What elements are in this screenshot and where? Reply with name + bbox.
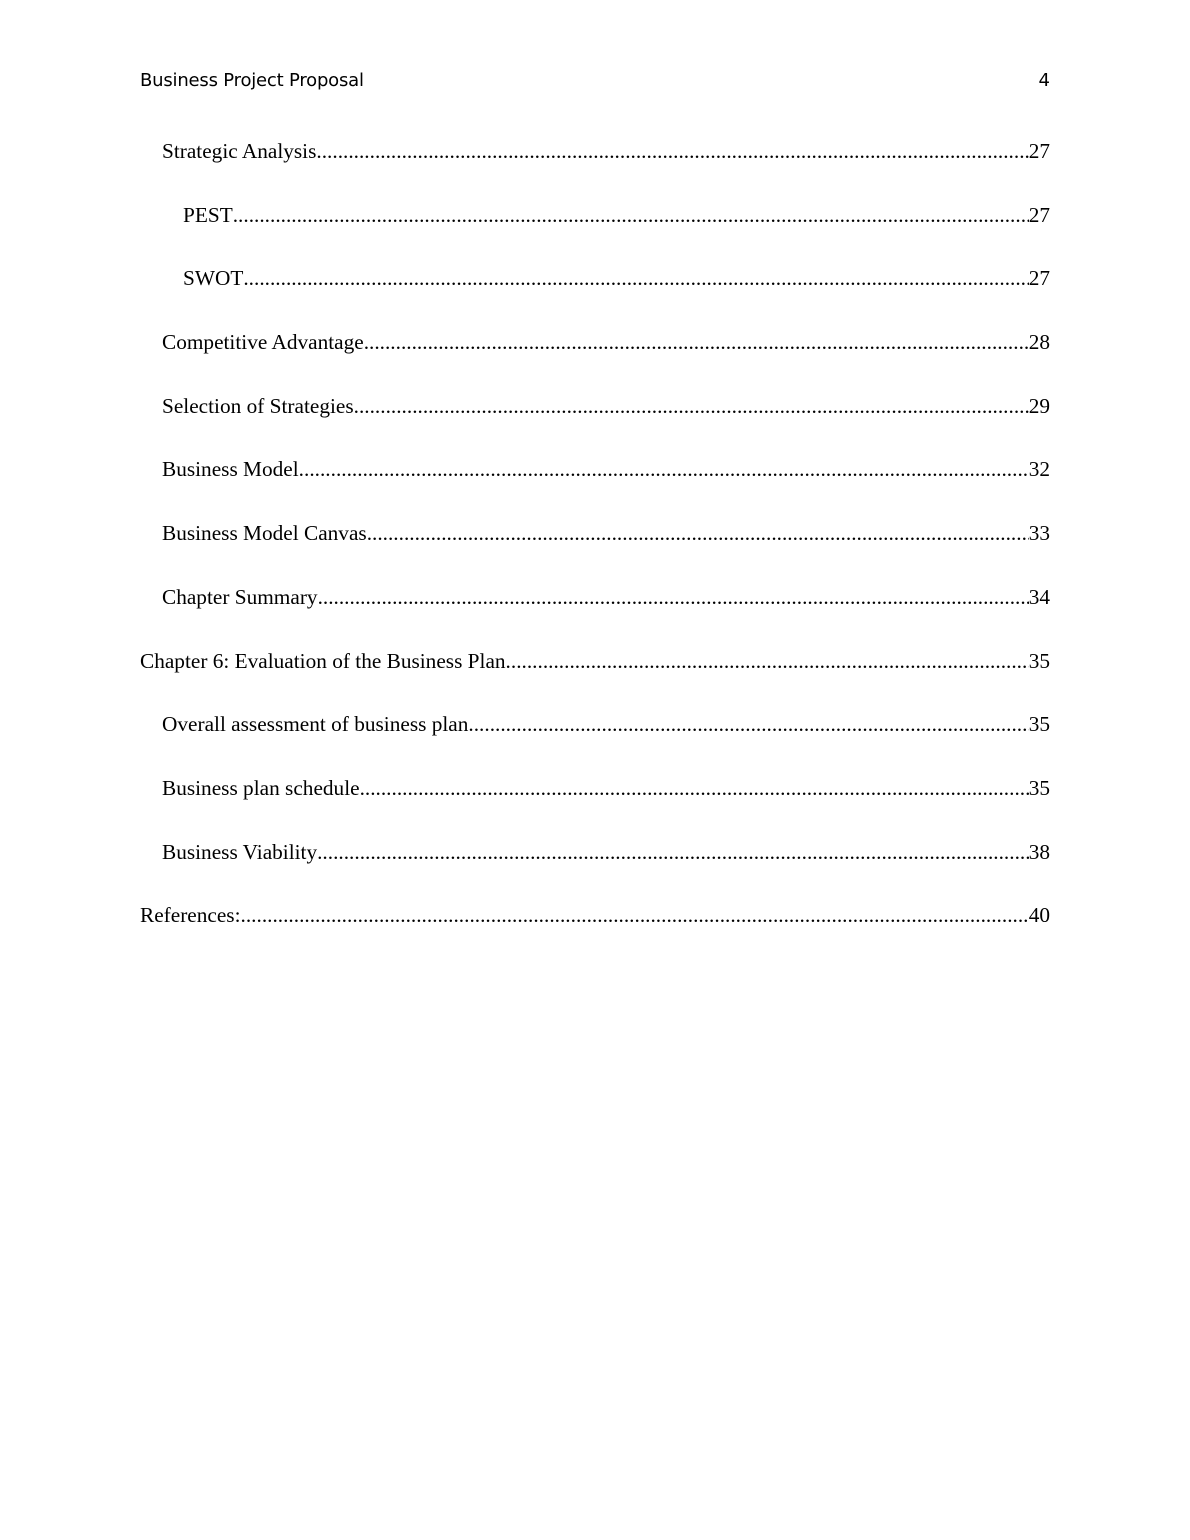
table-of-contents: [140, 139, 1050, 967]
toc-entry-page: 27: [1028, 202, 1050, 227]
toc-entry-title: Business Model Canvas: [162, 521, 367, 546]
toc-entry-title: PEST: [183, 202, 233, 227]
toc-entry-overall-assessment[interactable]: [140, 712, 1050, 776]
toc-entry-page: 32: [1028, 457, 1050, 482]
toc-entry-business-model-canvas[interactable]: [140, 521, 1050, 585]
toc-entry-page: 27: [1028, 139, 1050, 163]
toc-entry-page: 33: [1028, 521, 1050, 546]
toc-dot-leader: [243, 266, 1028, 291]
toc-entry-selection-of-strategies[interactable]: [140, 394, 1050, 458]
toc-dot-leader: [317, 840, 1029, 865]
toc-entry-page: 40: [1028, 903, 1050, 928]
toc-entry-title: Business plan schedule: [162, 775, 360, 800]
toc-entry-chapter-6[interactable]: [140, 649, 1050, 713]
toc-entry-page: 35: [1028, 648, 1050, 673]
toc-dot-leader: [354, 394, 1029, 419]
running-header-title: Business Project Proposal: [140, 70, 364, 91]
toc-entry-title: Strategic Analysis: [162, 139, 317, 163]
toc-entry-chapter-summary[interactable]: [140, 585, 1050, 649]
toc-dot-leader: [364, 330, 1029, 355]
toc-dot-leader: [367, 521, 1029, 546]
toc-dot-leader: [316, 139, 1028, 164]
page-number: 4: [1038, 70, 1050, 91]
toc-entry-title: Competitive Advantage: [162, 330, 364, 355]
toc-dot-leader: [318, 585, 1029, 610]
toc-dot-leader: [241, 903, 1029, 928]
toc-entry-page: 29: [1028, 393, 1050, 418]
page-header: [140, 70, 1050, 98]
toc-entry-business-viability[interactable]: [140, 840, 1050, 904]
toc-entry-title: Overall assessment of business plan: [162, 712, 469, 737]
toc-entry-page: 35: [1028, 712, 1050, 737]
toc-entry-title: Selection of Strategies: [162, 393, 354, 418]
toc-entry-page: 38: [1028, 839, 1050, 864]
toc-dot-leader: [233, 203, 1029, 228]
toc-entry-title: Business Model: [162, 457, 299, 482]
toc-entry-business-model[interactable]: [140, 457, 1050, 521]
toc-entry-title: References:: [140, 903, 241, 928]
toc-entry-references[interactable]: [140, 903, 1050, 967]
toc-entry-strategic-analysis[interactable]: [140, 139, 1050, 203]
toc-dot-leader: [360, 776, 1029, 801]
toc-entry-pest[interactable]: [140, 203, 1050, 267]
toc-dot-leader: [468, 712, 1028, 737]
toc-dot-leader: [506, 649, 1029, 674]
toc-entry-page: 28: [1028, 330, 1050, 355]
toc-entry-business-plan-schedule[interactable]: [140, 776, 1050, 840]
toc-entry-title: Chapter Summary: [162, 584, 318, 609]
toc-entry-page: 34: [1028, 584, 1050, 609]
toc-entry-page: 27: [1028, 266, 1050, 291]
toc-entry-title: Chapter 6: Evaluation of the Business Plan: [140, 648, 506, 673]
toc-entry-title: Business Viability: [162, 839, 318, 864]
toc-dot-leader: [299, 457, 1029, 482]
toc-entry-page: 35: [1028, 775, 1050, 800]
toc-entry-competitive-advantage[interactable]: [140, 330, 1050, 394]
toc-entry-title: SWOT: [183, 266, 244, 291]
toc-entry-swot[interactable]: [140, 266, 1050, 330]
